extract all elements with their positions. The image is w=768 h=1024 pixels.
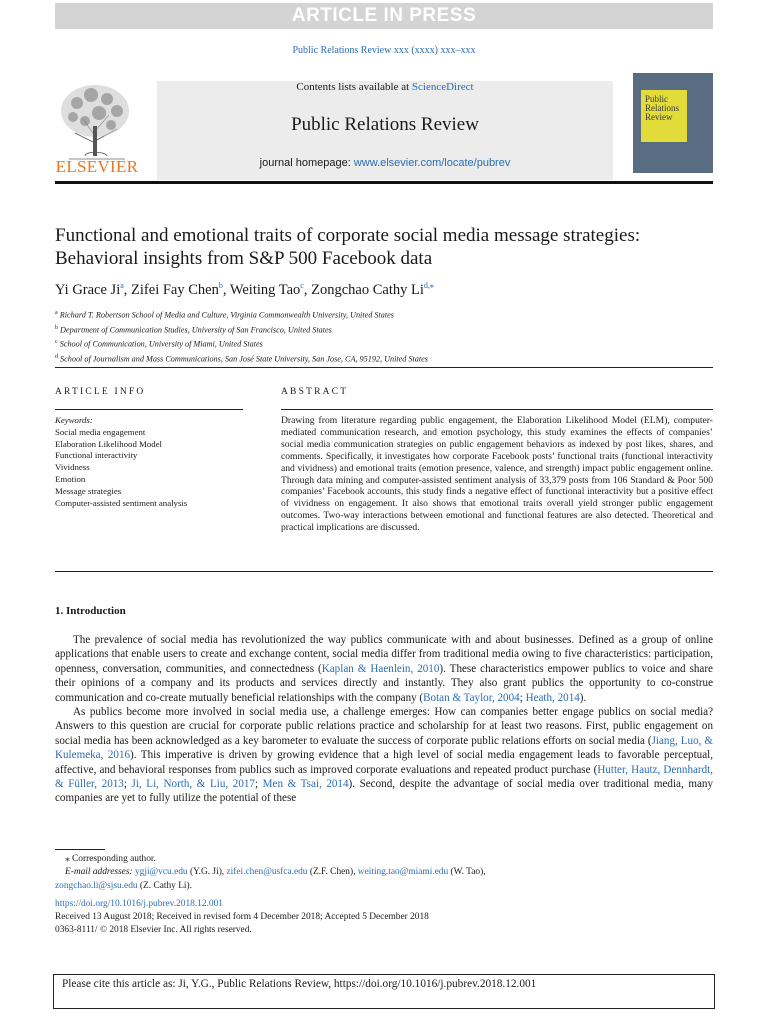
citation-link[interactable]: Heath, 2014 xyxy=(525,691,580,704)
citation-link[interactable]: Kaplan & Haenlein, 2010 xyxy=(321,662,440,675)
doi[interactable] xyxy=(55,898,713,911)
footnotes xyxy=(55,853,713,938)
keyword: Vividness xyxy=(55,462,90,473)
citation-text: Please cite this article as: Ji, Y.G., Public Relations Review, https://doi.org/10.1016/j.pubrev.2018.12.001 xyxy=(62,978,537,990)
citation-link[interactable]: Botan & Taylor, 2004 xyxy=(423,691,520,704)
section-divider xyxy=(281,409,713,410)
keyword: Social media engagement xyxy=(55,426,146,437)
keyword: Functional interactivity xyxy=(55,450,138,461)
footnote-divider xyxy=(55,849,105,850)
elsevier-logo-text: ELSEVIER xyxy=(55,157,139,176)
introduction-body xyxy=(55,633,713,806)
paragraph: As publics become more involved in social media use, a challenge emerges: How can companies better engage publics on social media? Answers to this question are crucial for corporate public relations practice and scholarship for at least two reasons. First, public engagement on social media has been acknowledged as a key barometer to evaluate the success of corporate public relations efforts on social media (Jiang, Luo, & Kulemeka, 2016). This imperative is driven by growing evidence that a high level of social media engagement leads to favorable perceptual, affective, and behavioral responses from publics such as improved corporate evaluations and repeated product purchase (Hutter, Hautz, Dennhardt, & Füller, 2013; Ji, Li, North, & Liu, 2017; Men & Tsai, 2014). Second, despite the advantage of social media over traditional media, many companies are yet to fully utilize the potential of these xyxy=(55,706,714,805)
email-addresses-cont: zongchao.li@sjsu.edu (Z. Cathy Li). xyxy=(55,880,192,891)
author-affiliation-marker[interactable]: c xyxy=(300,281,304,290)
author-name: Weiting Tao xyxy=(229,281,301,298)
sciencedirect-link[interactable]: ScienceDirect xyxy=(411,81,474,93)
header-divider xyxy=(55,181,713,184)
citation-link[interactable]: Men & Tsai, 2014 xyxy=(262,778,349,791)
email-link[interactable]: weiting.tao@miami.edu xyxy=(357,867,449,878)
citation-link[interactable]: Hutter, Hautz, Dennhardt, & Füller, 2013 xyxy=(55,763,714,791)
paragraph: The prevalence of social media has revolutionized the way publics communicate with and about businesses. Defined as a group of online applications that enable users to create and exchange content, social media differ from traditional media owing to five characteristics: participation, openness, conversation, communities, and connectedness (Kaplan & Haenlein, 2010). These characteristics empower publics to voice and share their opinions of a company and its products and services directly and instantly. They also grant publics the opportunity to co-construe communication and co-create mutually beneficial relationships with the company (Botan & Taylor, 2004; Heath, 2014). xyxy=(55,634,713,704)
affiliation: $^d$ School of Journalism and Mass Communications, San José State University, San Jose, CA, 95192, United States xyxy=(55,354,428,364)
affiliations xyxy=(55,307,428,366)
contents-line: Contents lists available at ScienceDirect xyxy=(296,81,474,93)
cover-title-word: Public xyxy=(645,94,669,104)
section-divider xyxy=(55,367,713,368)
copyright: 0363-8111/ © 2018 Elsevier Inc. All rights reserved. xyxy=(55,925,252,936)
keywords-label: Keywords: xyxy=(55,415,93,425)
author-affiliation-marker[interactable]: b xyxy=(218,281,223,290)
keyword: Computer-assisted sentiment analysis xyxy=(55,497,188,508)
journal-banner xyxy=(157,81,613,180)
homepage-line: journal homepage: www.elsevier.com/locate/pubrev xyxy=(259,157,511,169)
citation-link[interactable]: Ji, Li, North, & Liu, 2017 xyxy=(131,778,255,791)
author-affiliation-marker[interactable]: a xyxy=(120,281,124,290)
author-name: Yi Grace Ji xyxy=(55,281,121,298)
keyword: Emotion xyxy=(55,473,86,484)
keyword: Elaboration Likelihood Model xyxy=(55,438,163,449)
email-link[interactable]: zongchao.li@sjsu.edu xyxy=(55,880,138,891)
affiliation: $^a$ Richard T. Robertson School of Media and Culture, Virginia Commonwealth University, United States xyxy=(55,310,394,320)
corresponding-author-note: ⁎ Corresponding author. xyxy=(65,854,156,864)
journal-reference[interactable]: Public Relations Review xxx (xxxx) xxx–xxx xyxy=(292,45,476,56)
author-list: Yi Grace Ji$^a$, Zifei Fay Chen$^b$, Weiting Tao$^c$, Zongchao Cathy $Li^{d,⁎}$ xyxy=(55,281,434,298)
journal-title: Public Relations Review xyxy=(291,114,479,135)
section-heading-introduction: 1. Introduction xyxy=(55,605,126,617)
article-title: Functional and emotional traits of corporate social media message strategies: Behavioral insights from S&P 500 Facebook data xyxy=(55,225,641,269)
citation-box xyxy=(53,974,715,1009)
author-affiliation-marker[interactable]: d,⁎ xyxy=(423,281,434,290)
abstract-text: Drawing from literature regarding public engagement, the Elaboration Likelihood Model (ELM), computer-mediated communication research, and emotion psychology, this study examines the effects of companies’ social media communication strategies on public engagement behaviors as indexed by post likes, shares, and comments. Specifically, it investigates how corporate Facebook posts’ functional traits (functional interactivity and vividness) and emotional traits (emotion presence, valence, and strength) impact public engagement online. Through data mining and computer-assisted sentiment analysis of 33,379 posts from 106 Standard & Poor 500 companies’ Facebook accounts, this study finds a negative effect of functional interactivity but a positive effect of vividness on engagement. It also shows that emotional traits overall yield stronger public engagement outcomes. Two-way interactions between emotional and functional features are also detected. Theoretical and practical implications are discussed. xyxy=(281,415,713,534)
journal-header xyxy=(55,73,713,183)
email-link[interactable]: zifei.chen@usfca.edu xyxy=(226,867,308,878)
affiliation: $^b$ Department of Communication Studies, University of San Francisco, United States xyxy=(55,324,332,335)
cover-title-word: Relations xyxy=(645,103,679,113)
abstract-heading: ABSTRACT xyxy=(281,387,349,397)
received-dates: Received 13 August 2018; Received in revised form 4 December 2018; Accepted 5 December 2018 xyxy=(55,912,429,923)
email-addresses: E-mail addresses: ygji@vcu.edu (Y.G. Ji), zifei.chen@usfca.edu (Z.F. Chen), weiting.tao@miami.edu (W. Tao), xyxy=(65,867,486,878)
journal-homepage-link[interactable]: www.elsevier.com/locate/pubrev xyxy=(353,157,511,169)
keywords-list xyxy=(55,415,243,509)
cover-title xyxy=(645,95,679,122)
author-name: Zongchao Cathy Li xyxy=(311,281,424,298)
article-info-heading: ARTICLE INFO xyxy=(55,387,146,397)
section-divider xyxy=(55,571,713,572)
journal-cover-image xyxy=(633,73,713,173)
section-divider xyxy=(55,409,243,410)
email-link[interactable]: ygji@vcu.edu xyxy=(134,867,188,878)
citation-link[interactable]: Jiang, Luo, & Kulemeka, 2016 xyxy=(55,734,714,762)
author-name: Zifei Fay Chen xyxy=(131,281,219,298)
keyword: Message strategies xyxy=(55,485,122,496)
doi-link[interactable]: https://doi.org/10.1016/j.pubrev.2018.12.001 xyxy=(55,898,223,909)
cover-title-word: Review xyxy=(645,112,673,122)
article-in-press-banner: ARTICLE IN PRESS xyxy=(55,3,713,29)
affiliation: $^c$ School of Communication, University of Miami, United States xyxy=(55,339,263,350)
